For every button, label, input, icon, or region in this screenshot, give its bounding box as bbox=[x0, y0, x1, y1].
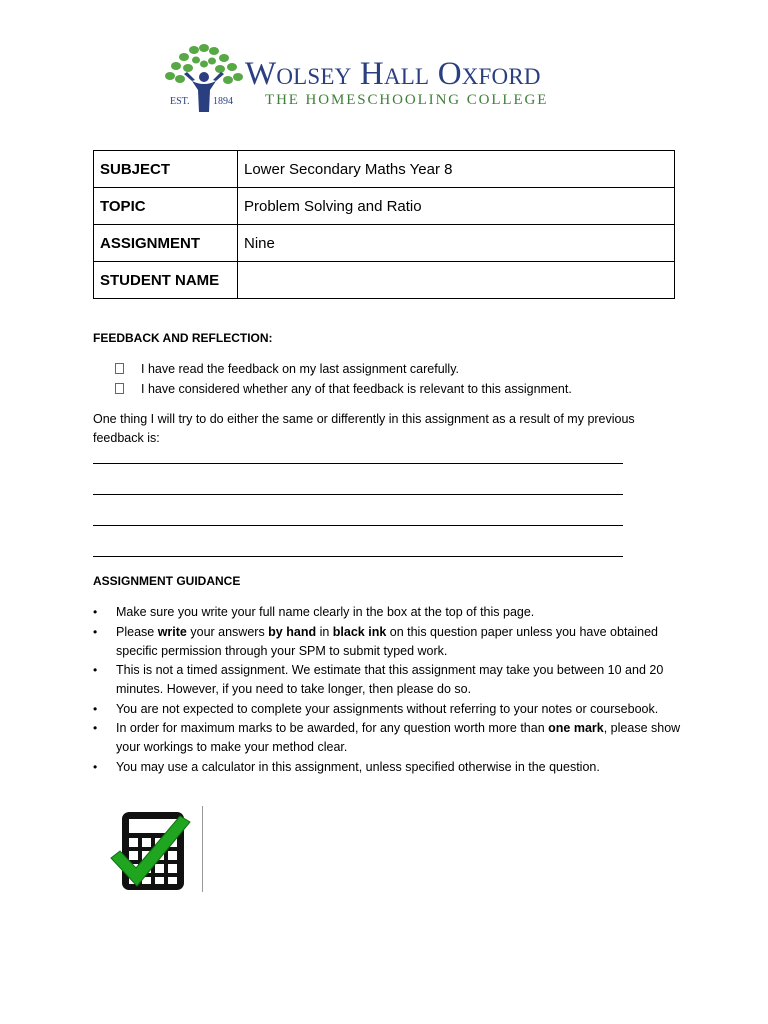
assignment-info-table bbox=[93, 150, 675, 299]
list-item bbox=[93, 758, 683, 777]
answer-line[interactable] bbox=[93, 494, 623, 495]
guidance-emphasis: one mark bbox=[548, 721, 604, 735]
checkbox-icon[interactable] bbox=[115, 383, 124, 394]
assignment-value: Nine bbox=[238, 225, 675, 262]
guidance-emphasis: write bbox=[157, 624, 187, 639]
student-name-label: STUDENT NAME bbox=[94, 262, 238, 299]
topic-value: Problem Solving and Ratio bbox=[238, 188, 675, 225]
topic-label: TOPIC bbox=[94, 188, 238, 225]
feedback-heading: FEEDBACK AND REFLECTION: bbox=[93, 331, 273, 345]
assignment-label: ASSIGNMENT bbox=[94, 225, 238, 262]
list-item bbox=[93, 719, 683, 757]
table-row bbox=[94, 262, 675, 299]
bullet-icon: • bbox=[93, 701, 98, 716]
student-name-field[interactable] bbox=[238, 262, 675, 299]
guidance-text: your answers bbox=[186, 624, 269, 639]
answer-line[interactable] bbox=[93, 556, 623, 557]
bullet-icon: • bbox=[93, 663, 98, 677]
list-item bbox=[93, 700, 683, 719]
table-row bbox=[94, 188, 675, 225]
guidance-text: Make sure you write your full name clearly in the box at the top of this page. bbox=[116, 605, 535, 619]
guidance-text: Please bbox=[116, 624, 158, 639]
guidance-emphasis: by hand bbox=[268, 624, 317, 639]
subject-label: SUBJECT bbox=[94, 151, 238, 188]
calculator-allowed-icon bbox=[108, 806, 194, 894]
answer-line[interactable] bbox=[93, 525, 623, 526]
bullet-icon: • bbox=[93, 759, 98, 774]
guidance-text: This is not a timed assignment. We estimate that this assignment may take you between 10 and 20 minutes. However, if you need to take longer, then please do so. bbox=[116, 663, 664, 696]
guidance-text: You may use a calculator in this assignment, unless specified otherwise in the question. bbox=[116, 759, 600, 774]
feedback-prompt: One thing I will try to do either the same or differently in this assignment as a result of my previous feedback is: bbox=[93, 412, 635, 445]
guidance-text: on this question paper unless you have obtained specific permission through your SPM to submit typed work. bbox=[116, 624, 659, 658]
logo-year-label: 1894 bbox=[213, 96, 233, 107]
checklist-item-label: I have read the feedback on my last assignment carefully. bbox=[141, 362, 459, 376]
checkbox-icon[interactable] bbox=[115, 363, 124, 374]
table-row bbox=[94, 151, 675, 188]
logo-subtitle: THE HOMESCHOOLING COLLEGE bbox=[265, 92, 549, 108]
guidance-heading: ASSIGNMENT GUIDANCE bbox=[93, 574, 241, 588]
checklist-item[interactable] bbox=[115, 383, 572, 396]
bullet-icon: • bbox=[93, 624, 98, 639]
checklist-item[interactable] bbox=[115, 363, 459, 376]
guidance-text: In order for maximum marks to be awarded, for any question worth more than bbox=[116, 721, 549, 735]
bullet-icon: • bbox=[93, 605, 98, 619]
list-item bbox=[93, 603, 683, 622]
guidance-text: You are not expected to complete your assignments without referring to your notes or coursebook. bbox=[116, 701, 659, 716]
subject-value: Lower Secondary Maths Year 8 bbox=[238, 151, 675, 188]
list-item bbox=[93, 661, 683, 699]
answer-line[interactable] bbox=[93, 463, 623, 464]
table-row bbox=[94, 225, 675, 262]
divider bbox=[202, 806, 203, 892]
logo-est-label: EST. bbox=[170, 96, 190, 107]
bullet-icon: • bbox=[93, 721, 98, 735]
logo-name: Wolsey Hall Oxford bbox=[245, 56, 541, 92]
guidance-text: , please show your workings to make your method clear. bbox=[116, 721, 681, 754]
guidance-list bbox=[93, 603, 683, 777]
guidance-text: in bbox=[316, 624, 333, 639]
checklist-item-label: I have considered whether any of that feedback is relevant to this assignment. bbox=[141, 382, 572, 396]
list-item bbox=[93, 623, 683, 661]
guidance-emphasis: black ink bbox=[332, 624, 387, 639]
